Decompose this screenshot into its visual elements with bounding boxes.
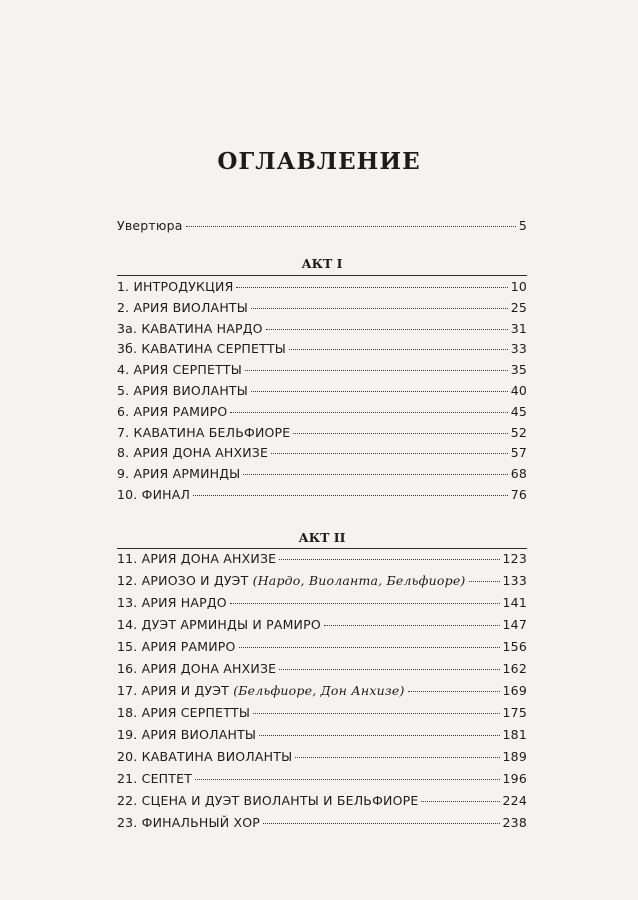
toc-entry-page: 175 bbox=[502, 705, 527, 720]
toc-entry-page: 76 bbox=[510, 487, 527, 502]
toc-entry-label: 16. АРИЯ ДОНА АНХИЗЕ bbox=[117, 661, 277, 676]
toc-entry-label: 2. АРИЯ ВИОЛАНТЫ bbox=[117, 299, 248, 315]
toc-entry-page: 189 bbox=[502, 749, 527, 764]
toc-entry bbox=[117, 341, 527, 361]
dot-leader bbox=[253, 713, 499, 714]
toc-entry-page: 40 bbox=[510, 383, 527, 398]
toc-entry-label: 9. АРИЯ АРМИНДЫ bbox=[117, 466, 241, 482]
toc-entry bbox=[117, 321, 527, 341]
toc-entry bbox=[117, 771, 527, 791]
toc-entry bbox=[117, 595, 527, 615]
toc-entry-label: 6. АРИЯ РАМИРО bbox=[117, 403, 228, 419]
toc-entry-page: 33 bbox=[510, 341, 527, 357]
toc-entry bbox=[117, 749, 527, 769]
toc-entry bbox=[117, 573, 527, 593]
toc-entry-page: 238 bbox=[502, 815, 527, 830]
toc-entry bbox=[117, 425, 527, 445]
toc-entry-label: 17. АРИЯ И ДУЭТ (Бельфиоре, Дон Анхизе) bbox=[117, 683, 405, 698]
toc-entry-page: 10 bbox=[510, 279, 527, 294]
dot-leader bbox=[295, 757, 499, 758]
toc-entry-overture bbox=[117, 218, 527, 238]
dot-leader bbox=[230, 412, 507, 413]
section-rule bbox=[117, 275, 527, 276]
toc-entry-page: 224 bbox=[502, 793, 527, 808]
toc-entry-page: 31 bbox=[510, 320, 527, 336]
toc-entry bbox=[117, 727, 527, 747]
toc-entry-label: 18. АРИЯ СЕРПЕТТЫ bbox=[117, 705, 251, 720]
toc-entry-label: 19. АРИЯ ВИОЛАНТЫ bbox=[117, 727, 257, 742]
dot-leader bbox=[251, 391, 508, 392]
toc-entry-label: 15. АРИЯ РАМИРО bbox=[117, 639, 236, 654]
toc-entry bbox=[117, 362, 527, 382]
toc-entry-label: 22. СЦЕНА И ДУЭТ ВИОЛАНТЫ И БЕЛЬФИОРЕ bbox=[117, 793, 419, 808]
toc-entry-label: 14. ДУЭТ АРМИНДЫ И РАМИРО bbox=[117, 617, 321, 632]
dot-leader bbox=[266, 329, 508, 330]
toc-entry-note: (Бельфиоре, Дон Анхизе) bbox=[233, 683, 405, 698]
toc-entry-label: 7. КАВАТИНА БЕЛЬФИОРЕ bbox=[117, 424, 291, 440]
toc-entry bbox=[117, 683, 527, 703]
toc-entry-label: 23. ФИНАЛЬНЫЙ ХОР bbox=[117, 815, 260, 830]
toc-entry-page: 52 bbox=[510, 424, 527, 440]
dot-leader bbox=[239, 647, 500, 648]
toc-entry-label: 8. АРИЯ ДОНА АНХИЗЕ bbox=[117, 445, 269, 461]
dot-leader bbox=[245, 370, 508, 371]
toc-entry bbox=[117, 551, 527, 571]
toc-entry-page: 133 bbox=[502, 573, 527, 588]
toc-entry-page: 57 bbox=[510, 445, 527, 461]
toc-entry-label: 1. ИНТРОДУКЦИЯ bbox=[117, 279, 234, 294]
toc-entry-label: 10. ФИНАЛ bbox=[117, 487, 191, 502]
toc-entry-note: (Нардо, Виоланта, Бельфиоре) bbox=[252, 573, 466, 588]
toc-entry bbox=[117, 617, 527, 637]
toc-entry-page: 196 bbox=[502, 771, 527, 786]
toc-entry bbox=[117, 383, 527, 403]
dot-leader bbox=[243, 474, 507, 475]
toc-entry bbox=[117, 815, 527, 835]
toc-entry-page: 25 bbox=[510, 299, 527, 315]
toc-entry-page: 141 bbox=[502, 595, 527, 610]
dot-leader bbox=[193, 495, 508, 496]
dot-leader bbox=[279, 669, 499, 670]
dot-leader bbox=[230, 603, 500, 604]
toc-entry bbox=[117, 279, 527, 299]
dot-leader bbox=[263, 823, 500, 824]
toc-entry-page: 35 bbox=[510, 362, 527, 378]
toc-entry-page: 147 bbox=[502, 617, 527, 632]
toc-entry-page: 45 bbox=[510, 403, 527, 419]
page-title: ОГЛАВЛЕНИЕ bbox=[217, 148, 421, 175]
dot-leader bbox=[469, 581, 500, 582]
toc-entry-page: 181 bbox=[502, 727, 527, 742]
toc-entry bbox=[117, 466, 527, 486]
dot-leader bbox=[408, 691, 500, 692]
toc-entry-label: 3а. КАВАТИНА НАРДО bbox=[117, 320, 263, 336]
dot-leader bbox=[259, 735, 499, 736]
toc-entry-page: 68 bbox=[510, 466, 527, 482]
dot-leader bbox=[293, 433, 507, 434]
dot-leader bbox=[271, 453, 508, 454]
toc-entry-label: 11. АРИЯ ДОНА АНХИЗЕ bbox=[117, 551, 277, 566]
toc-entry-page: 156 bbox=[502, 639, 527, 654]
toc-entry bbox=[117, 661, 527, 681]
toc-entry-page: 5 bbox=[518, 218, 527, 233]
act-heading: АКТ II bbox=[298, 530, 346, 545]
toc-entry-label: 4. АРИЯ СЕРПЕТТЫ bbox=[117, 362, 242, 378]
dot-leader bbox=[289, 349, 508, 350]
toc-entry bbox=[117, 639, 527, 659]
toc-entry bbox=[117, 793, 527, 813]
toc-entry-label: 12. АРИОЗО И ДУЭТ (Нардо, Виоланта, Бельфиоре) bbox=[117, 573, 466, 588]
toc-entry bbox=[117, 705, 527, 725]
toc-entry-label: 3б. КАВАТИНА СЕРПЕТТЫ bbox=[117, 341, 287, 357]
dot-leader bbox=[421, 801, 499, 802]
dot-leader bbox=[324, 625, 500, 626]
toc-entry-label: 21. СЕПТЕТ bbox=[117, 771, 193, 786]
toc-entry-label: 5. АРИЯ ВИОЛАНТЫ bbox=[117, 383, 248, 398]
toc-entry-page: 169 bbox=[502, 683, 527, 698]
dot-leader bbox=[251, 308, 508, 309]
section-rule bbox=[117, 548, 527, 549]
act-heading: АКТ I bbox=[301, 256, 343, 271]
toc-entry bbox=[117, 487, 527, 507]
toc-entry bbox=[117, 404, 527, 424]
toc-entry-label: 13. АРИЯ НАРДО bbox=[117, 595, 227, 610]
toc-entry bbox=[117, 445, 527, 465]
toc-entry-page: 162 bbox=[502, 661, 527, 676]
toc-entry-label: 20. КАВАТИНА ВИОЛАНТЫ bbox=[117, 749, 293, 764]
toc-entry-page: 123 bbox=[502, 551, 527, 566]
dot-leader bbox=[195, 779, 499, 780]
dot-leader bbox=[279, 559, 499, 560]
toc-entry-label: Увертюра bbox=[117, 218, 183, 233]
dot-leader bbox=[186, 226, 516, 227]
dot-leader bbox=[236, 287, 507, 288]
toc-entry bbox=[117, 300, 527, 320]
